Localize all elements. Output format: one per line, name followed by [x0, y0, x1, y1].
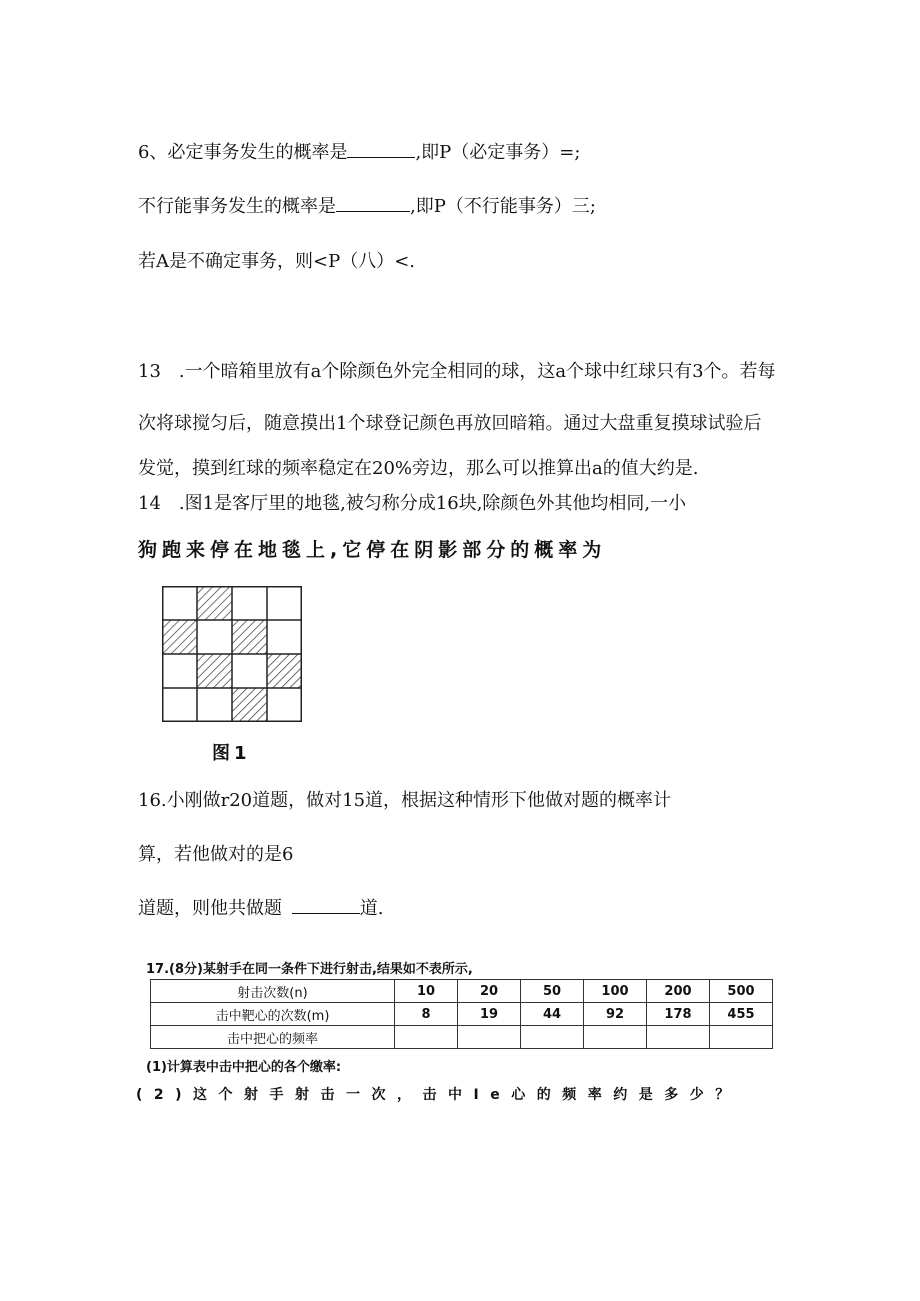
q13-line1: 13 .一个暗箱里放有a个除颜色外完全相同的球，这a个球中红球只有3个。若每 — [138, 361, 776, 382]
table-cell: 200 — [647, 980, 710, 1003]
row-header: 击中靶心的次数(m) — [151, 1003, 395, 1026]
table-cell-empty — [521, 1026, 584, 1049]
table-cell: 500 — [710, 980, 773, 1003]
q16-line3 — [138, 897, 383, 921]
table-row — [151, 1026, 773, 1049]
figure-caption: 图1 — [212, 743, 251, 764]
table-cell: 100 — [584, 980, 647, 1003]
q6-line3: 若A是不确定事务，则<P（八）<. — [138, 251, 415, 272]
q17-sub2: (2)这个射手射击一次，击中Ie心的频率约是多少？ — [136, 1087, 741, 1103]
q16-line2: 算，若他做对的是6 — [138, 844, 294, 865]
shaded-cell — [197, 586, 232, 620]
row-header: 击中把心的频率 — [151, 1026, 395, 1049]
table-cell-empty — [584, 1026, 647, 1049]
q6-line1 — [138, 141, 580, 165]
table-row — [151, 980, 773, 1003]
q6-line1-pre: 6、必定事务发生的概率是 — [138, 142, 348, 163]
q16-line1: 16.小刚做r20道题，做对15道，根据这种情形下他做对题的概率计 — [138, 790, 672, 811]
table-cell: 178 — [647, 1003, 710, 1026]
table-cell: 20 — [458, 980, 521, 1003]
shaded-cell — [162, 620, 197, 654]
table-cell: 50 — [521, 980, 584, 1003]
answer-blank — [336, 195, 410, 212]
table-cell-empty — [458, 1026, 521, 1049]
table-cell-empty — [647, 1026, 710, 1049]
table-cell: 455 — [710, 1003, 773, 1026]
answer-blank — [292, 897, 360, 914]
q14-line2: 狗跑来停在地毯上,它停在阴影部分的概率为 — [138, 539, 607, 561]
q17-title: 17.(8分)某射手在同一条件下进行射击,结果如不表所示, — [146, 962, 473, 977]
table-cell: 92 — [584, 1003, 647, 1026]
table-cell: 8 — [395, 1003, 458, 1026]
q6-line2-pre: 不行能事务发生的概率是 — [138, 196, 336, 217]
row-header: 射击次数(n) — [151, 980, 395, 1003]
q17-sub1: (1)计算表中击中把心的各个缴率: — [146, 1060, 342, 1075]
table-row — [151, 1003, 773, 1026]
carpet-grid-figure — [162, 586, 302, 722]
q13-line2: 次将球搅匀后，随意摸出1个球登记颜色再放回暗箱。通过大盘重复摸球试验后 — [138, 413, 762, 434]
q16-line3-post: 道. — [359, 898, 384, 919]
table-cell: 44 — [521, 1003, 584, 1026]
q16-line3-pre: 道题，则他共做题 — [138, 898, 282, 919]
results-table — [150, 979, 773, 1049]
q6-line1-post: ,即P（必定事务）=; — [415, 142, 581, 163]
shaded-cell — [267, 654, 302, 688]
answer-blank — [347, 141, 415, 158]
q13-line3: 发觉，摸到红球的频率稳定在20%旁边，那么可以推算出a的值大约是. — [138, 458, 699, 479]
shaded-cell — [232, 688, 267, 722]
shaded-cell — [232, 620, 267, 654]
q6-line2-post: ,即P（不行能事务）三; — [410, 196, 596, 217]
table-cell: 19 — [458, 1003, 521, 1026]
table-cell-empty — [710, 1026, 773, 1049]
table-cell: 10 — [395, 980, 458, 1003]
table-cell-empty — [395, 1026, 458, 1049]
q6-line2 — [138, 195, 596, 219]
shaded-cell — [197, 654, 232, 688]
q14-line1: 14 .图1是客厅里的地毯,被匀称分成16块,除颜色外其他均相同,一小 — [138, 493, 687, 514]
